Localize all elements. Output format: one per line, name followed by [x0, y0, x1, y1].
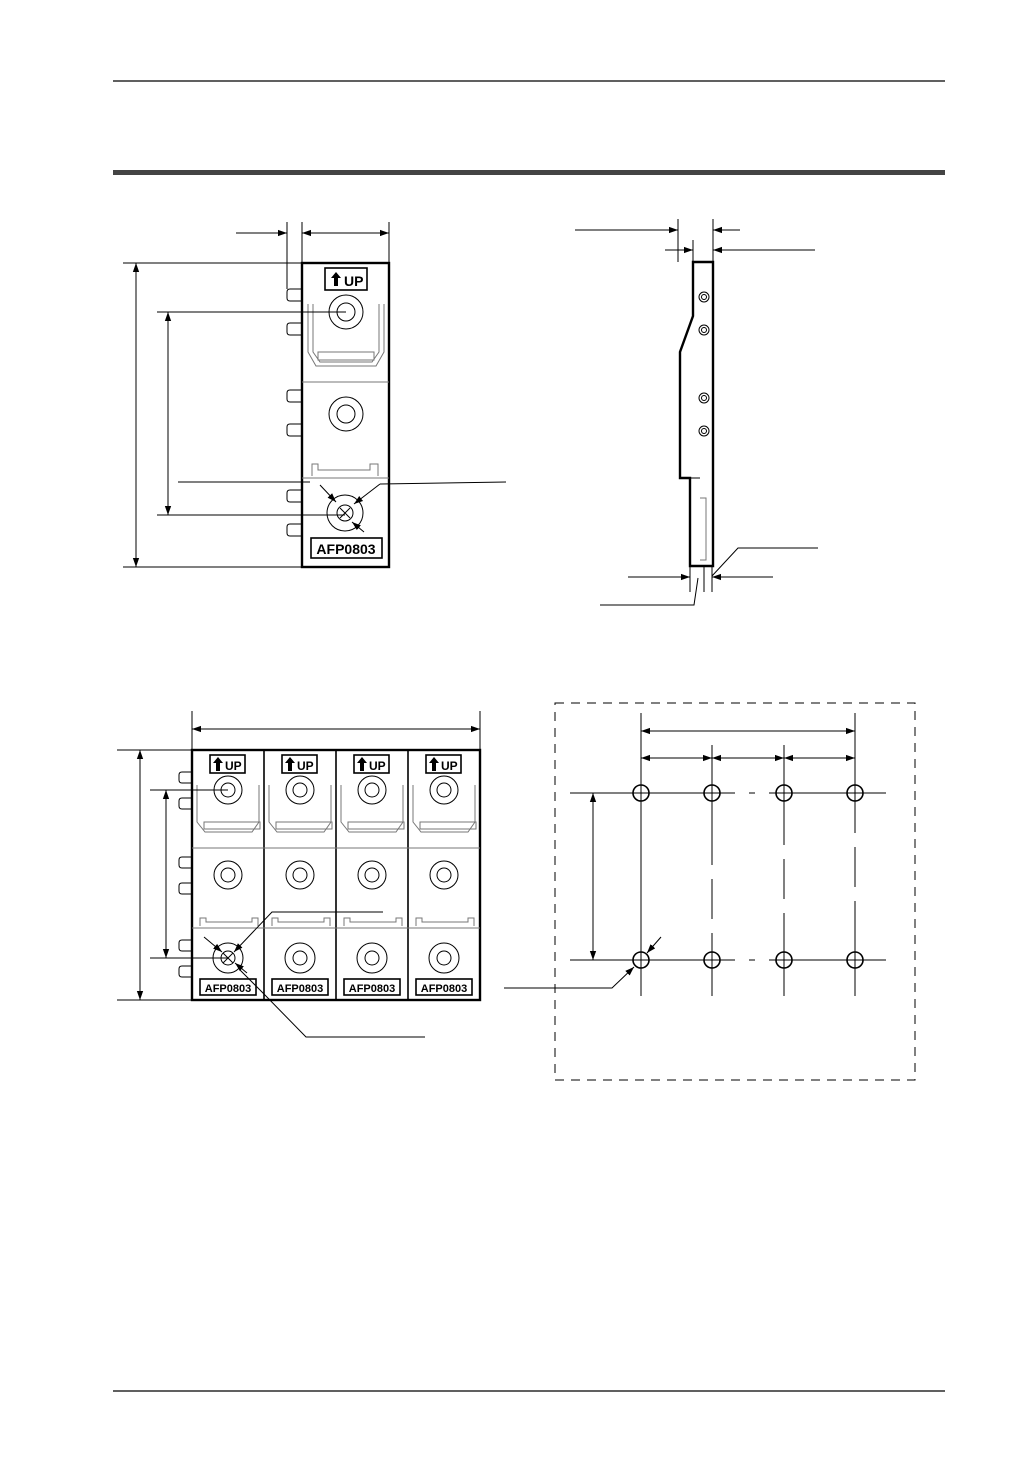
- mounting-hole-icon: [430, 861, 458, 889]
- side-profile: [680, 262, 713, 566]
- up-arrow-icon: [429, 757, 439, 771]
- up-arrow-icon: [357, 757, 367, 771]
- mounting-hole-icon: [214, 861, 242, 889]
- mounting-hole-icon: [285, 943, 315, 973]
- mounting-hole-icon: [429, 943, 459, 973]
- single-module-front-view: [123, 222, 506, 567]
- ganged-module: [413, 755, 476, 995]
- ganged-module: [197, 755, 260, 995]
- title-bar: [113, 170, 945, 175]
- ganged-up-label: UP: [225, 759, 242, 773]
- up-arrow-icon: [213, 757, 223, 771]
- ganged-part-number: AFP0803: [420, 983, 468, 995]
- ganged-part-number: AFP0803: [348, 983, 396, 995]
- mounting-hole-icon: [357, 943, 387, 973]
- ganged-up-label: UP: [297, 759, 314, 773]
- mounting-hole-icon: [286, 776, 314, 804]
- side-view: [575, 219, 818, 605]
- mounting-hole-icon: [358, 776, 386, 804]
- ganged-up-label: UP: [441, 759, 458, 773]
- ganged-module: [269, 755, 332, 995]
- mounting-hole-icon: [286, 861, 314, 889]
- mounting-hole-icon: [358, 861, 386, 889]
- mounting-hole-icon: [329, 397, 363, 431]
- panel-cutout-outline: [555, 703, 915, 1080]
- up-arrow-icon: [331, 272, 341, 286]
- mounting-hole-icon: [430, 776, 458, 804]
- ganged-pins: [179, 772, 192, 977]
- ganged-modules-front-view: [117, 711, 480, 1037]
- ganged-module: [341, 755, 404, 995]
- mounting-hole-pattern: [504, 703, 915, 1080]
- module-pins: [287, 289, 302, 536]
- ganged-part-number: AFP0803: [276, 983, 324, 995]
- up-label: UP: [344, 273, 364, 289]
- ganged-part-number: AFP0803: [204, 983, 252, 995]
- part-number-label: AFP0803: [316, 541, 376, 557]
- ganged-up-label: UP: [369, 759, 386, 773]
- up-arrow-icon: [285, 757, 295, 771]
